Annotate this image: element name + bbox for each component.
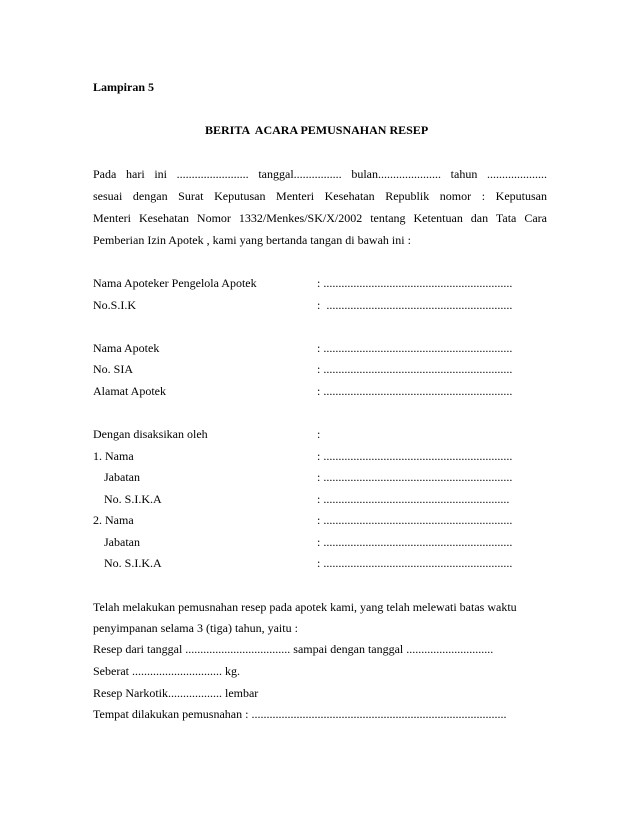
field-label-nama-apoteker: Nama Apoteker Pengelola Apotek — [93, 276, 257, 290]
field-label-nama-apotek: Nama Apotek — [93, 341, 160, 355]
field-label-jabatan-2: Jabatan — [104, 535, 140, 549]
field-label-sika-2: No. S.I.K.A — [104, 556, 162, 570]
closing-line-3: Resep dari tanggal ................................... sampai dengan tanggal ............................. — [93, 642, 494, 656]
field-label-nama-2: 2. Nama — [93, 513, 134, 527]
closing-line-5: Resep Narkotik.................. lembar — [93, 686, 259, 700]
field-value-nama-2: : ............................................................... — [317, 513, 513, 527]
intro-line-4: Pemberian Izin Apotek , kami yang bertanda tangan di bawah ini : — [93, 233, 411, 247]
field-label-alamat-apotek: Alamat Apotek — [93, 384, 166, 398]
closing-line-6: Tempat dilakukan pemusnahan : ..................................................................................... — [93, 707, 507, 721]
field-value-disaksikan: : — [317, 427, 321, 441]
intro-line-3: Menteri Kesehatan Nomor 1332/Menkes/SK/X/2002 tentang Ketentuan dan Tata Cara — [93, 211, 547, 225]
field-label-jabatan-1: Jabatan — [104, 470, 140, 484]
closing-line-2: penyimpanan selama 3 (tiga) tahun, yaitu : — [93, 621, 298, 635]
lampiran-label: Lampiran 5 — [93, 80, 155, 94]
field-label-disaksikan: Dengan disaksikan oleh — [93, 427, 208, 441]
field-label-no-sik: No.S.I.K — [93, 298, 137, 312]
closing-line-1: Telah melakukan pemusnahan resep pada apotek kami, yang telah melewati batas waktu — [93, 600, 517, 614]
field-value-no-sia: : ............................................................... — [317, 362, 513, 376]
field-value-jabatan-2: : ............................................................... — [317, 535, 513, 549]
field-value-nama-apoteker: : ............................................................... — [317, 276, 513, 290]
field-value-nama-1: : ............................................................... — [317, 449, 513, 463]
field-value-nama-apotek: : ............................................................... — [317, 341, 513, 355]
field-value-no-sik: : .............................................................. — [317, 298, 513, 312]
intro-line-2: sesuai dengan Surat Keputusan Menteri Kesehatan Republik nomor : Keputusan — [93, 189, 547, 203]
document-title: BERITA ACARA PEMUSNAHAN RESEP — [205, 123, 429, 137]
field-value-sika-2: : ............................................................... — [317, 556, 513, 570]
field-label-sika-1: No. S.I.K.A — [104, 492, 162, 506]
field-label-nama-1: 1. Nama — [93, 449, 134, 463]
field-value-sika-1: : .............................................................. — [317, 492, 510, 506]
field-value-jabatan-1: : ............................................................... — [317, 470, 513, 484]
intro-line-1: Pada hari ini ........................ tanggal................ bulan..................... tahun .................... — [93, 167, 547, 181]
field-value-alamat-apotek: : ............................................................... — [317, 384, 513, 398]
closing-line-4: Seberat .............................. kg. — [93, 664, 240, 678]
field-label-no-sia: No. SIA — [93, 362, 134, 376]
